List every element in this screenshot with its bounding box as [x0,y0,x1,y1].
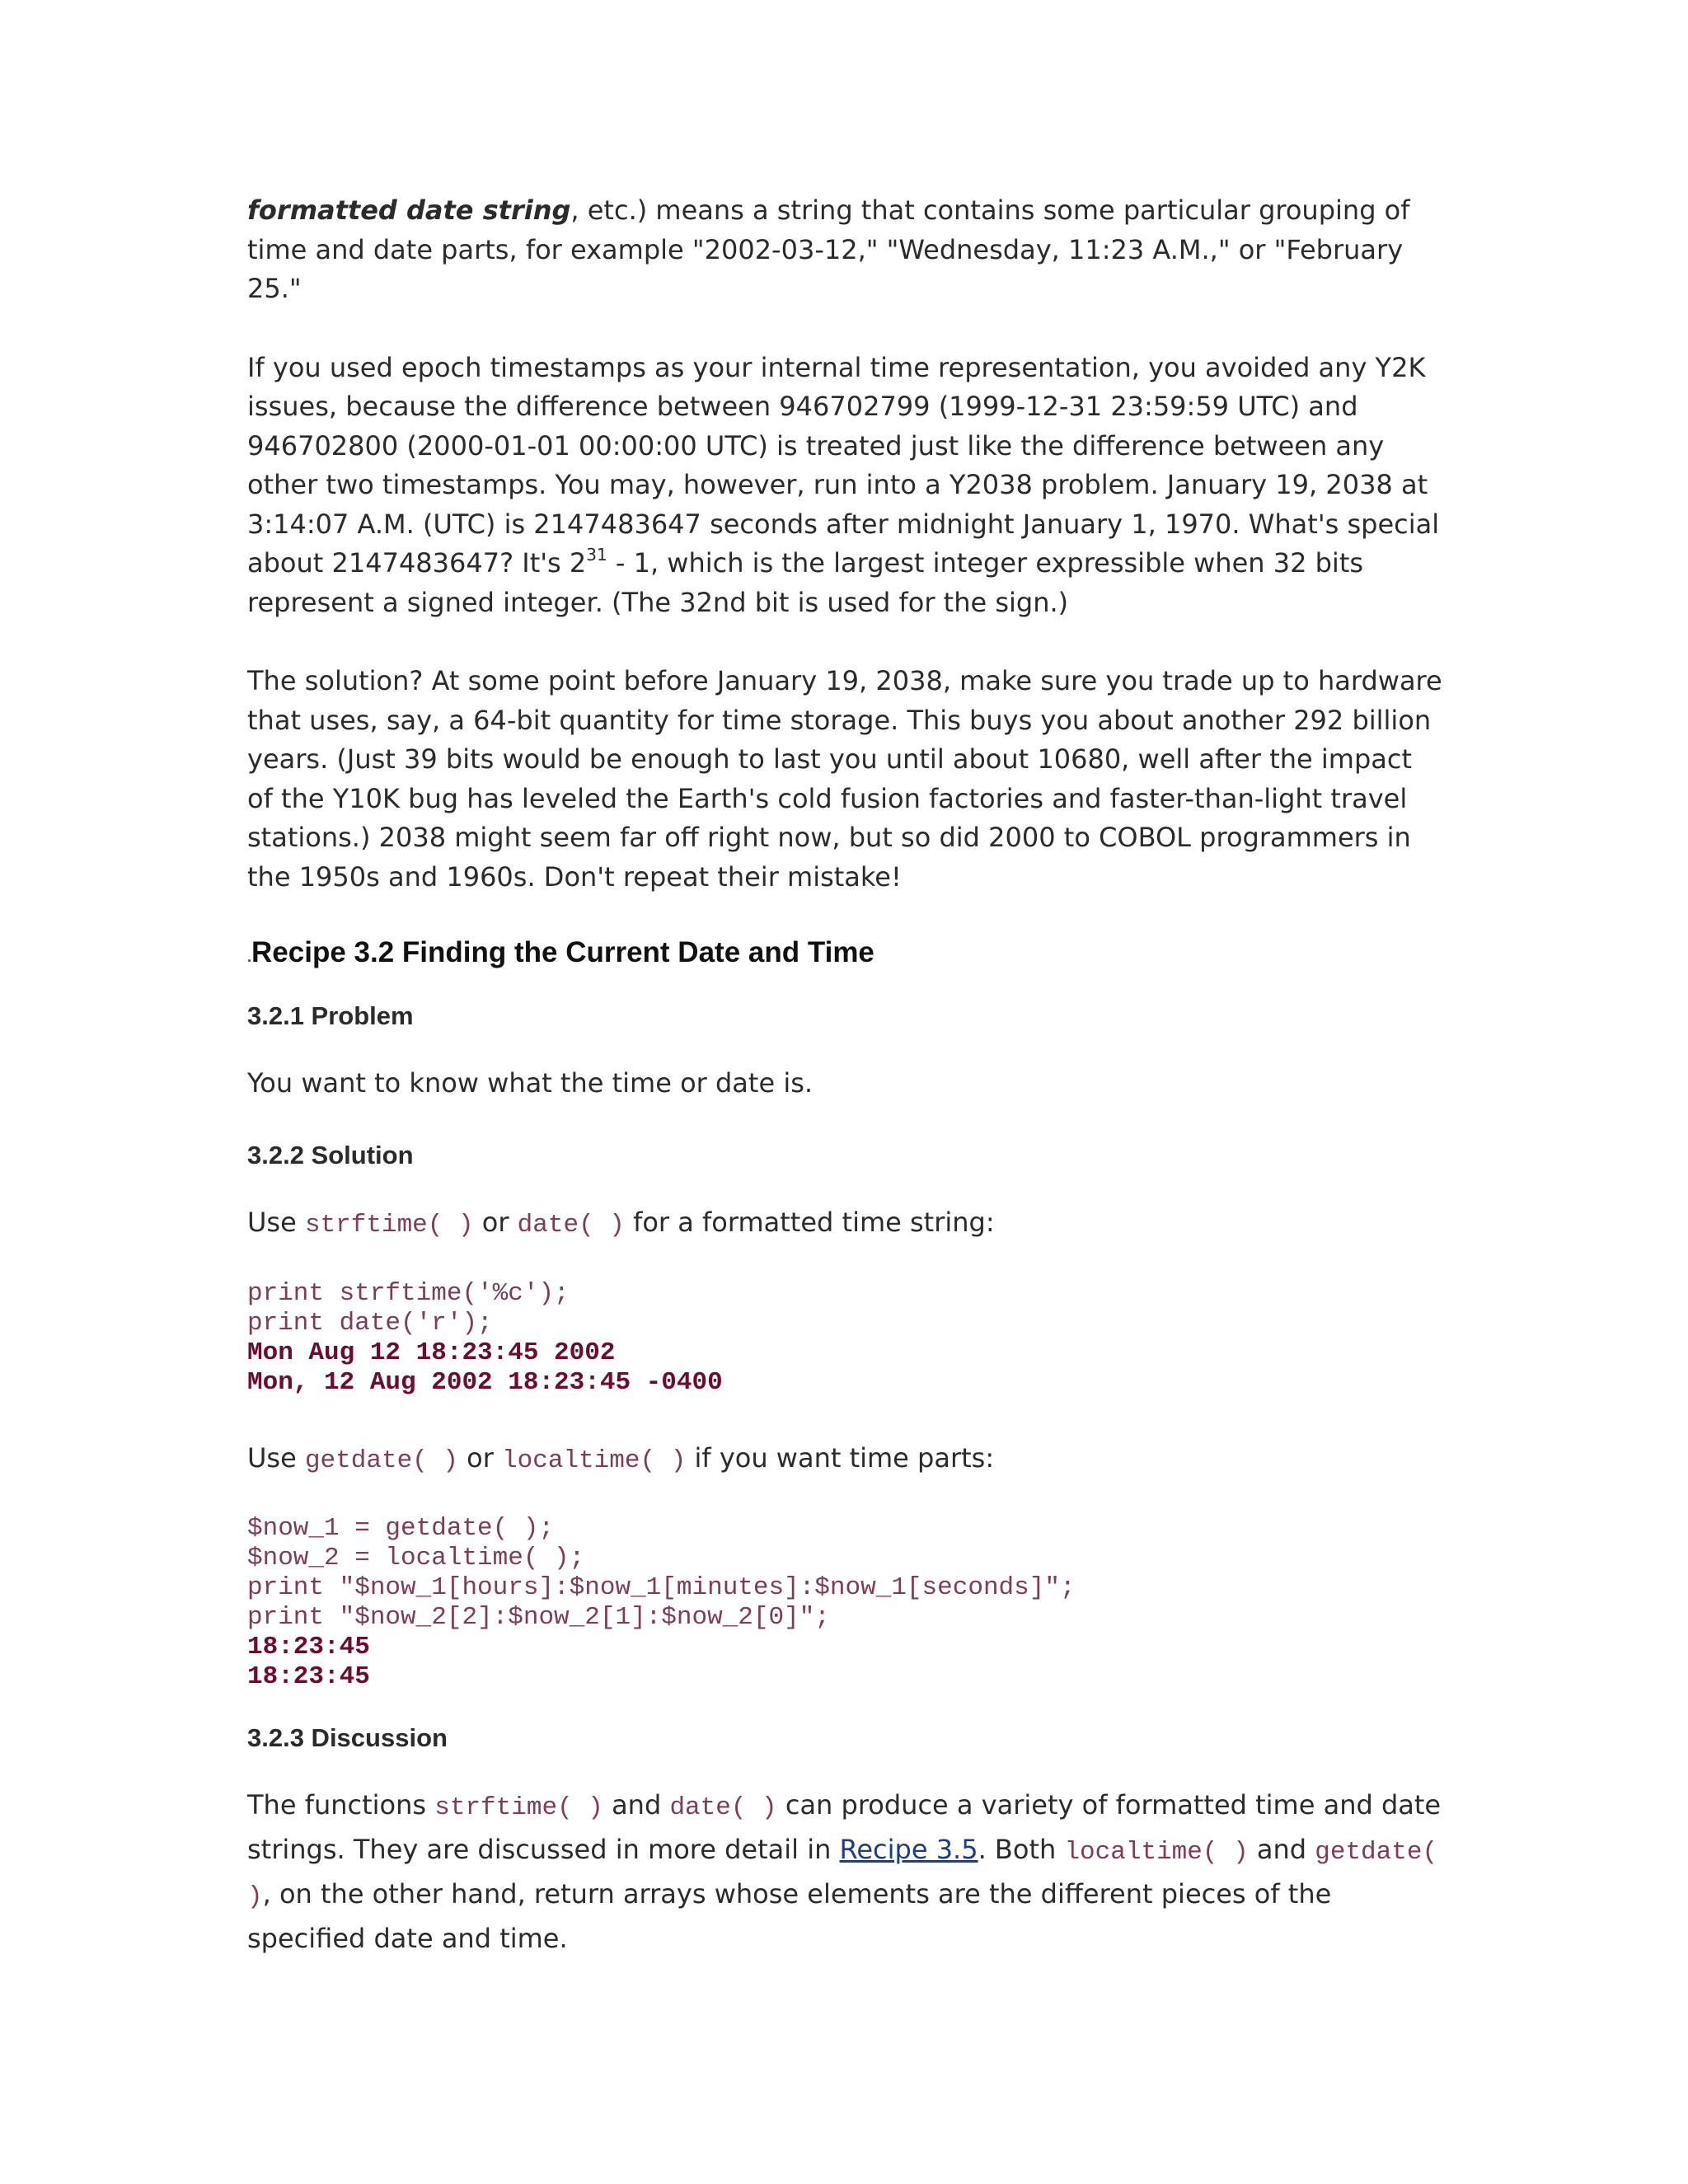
inline-code-strftime: strftime( ) [434,1793,603,1822]
code-block-2 [247,1514,1442,1692]
code-output-line: 18:23:45 [247,1661,370,1691]
recipe-3-5-link[interactable]: Recipe 3.5 [839,1833,978,1865]
recipe-title [247,935,1442,975]
code-line: $now_2 = localtime( ); [247,1543,585,1572]
document-page [247,191,1442,1960]
text-span: Use [247,1442,305,1474]
code-output-line: Mon, 12 Aug 2002 18:23:45 -0400 [247,1368,723,1397]
y2038-paragraph [247,349,1442,623]
code-line: print "$now_2[2]:$now_2[1]:$now_2[0]"; [247,1602,830,1632]
code-line: print "$now_1[hours]:$now_1[minutes]:$now_1[seconds]"; [247,1572,1076,1602]
solution-paragraph: The solution? At some point before January 19, 2038, make sure you trade up to hardware that uses, say, a 64-bit quantity for time storage. This buys you about another 292 billion years. (Just 39 bits would be enough to last you until about 10680, well after the impact of the Y10K bug has leveled the Earth's cold fusion factories and faster-than-light travel stations.) 2038 might seem far off right now, but so did 2000 to COBOL programmers in the 1950s and 1960s. Don't repeat their mistake! [247,665,1442,893]
anchor-dot: . [247,949,252,965]
code-output-line: 18:23:45 [247,1632,370,1661]
inline-code-date: date( ) [669,1793,777,1822]
text-span: and [603,1788,670,1821]
problem-text: You want to know what the time or date is. [247,1067,814,1099]
text-span: can produce a variety of formatted time and date strings. They are discussed in more detail in [247,1788,1442,1865]
inline-code-getdate: getdate( ) [304,1446,458,1475]
text-span: or [457,1442,503,1474]
problem-heading: 3.2.1 Problem [247,1001,414,1030]
code-block-1 [247,1279,1442,1398]
intro-paragraph [247,191,1442,309]
inline-code-date: date( ) [517,1210,625,1240]
text-span: Use [247,1206,305,1238]
y2038-text: If you used epoch timestamps as your internal time representation, you avoided any Y2K issues, because the difference between 946702799 (1999-12-31 23:59:59 UTC) and 946702800 (2000-01-01 00:00:00 UTC) is treated just like the difference between any other two timestamps. You may, however, run into a Y2038 problem. January 19, 2038 at 3:14:07 A.M. (UTC) is 2147483647 seconds after midnight January 1, 1970. What's special about 2147483647? It's 2 [247,351,1440,579]
recipe-title-text: Recipe 3.2 Finding the Current Date and Time [251,936,874,968]
code-line: print strftime('%c'); [247,1279,570,1308]
code-output-line: Mon Aug 12 18:23:45 2002 [247,1338,616,1367]
solution-intro-2 [247,1439,1442,1481]
solution-heading: 3.2.2 Solution [247,1140,414,1169]
text-span: or [473,1206,518,1238]
intro-text: , etc.) means a string that contains some particular grouping of time and date parts, for example "2002-03-12," "Wednesday, 11:23 A.M.," or "February 25." [247,194,1410,304]
code-line: $now_1 = getdate( ); [247,1513,555,1543]
discussion-heading: 3.2.3 Discussion [247,1722,448,1752]
inline-code-getdate: getdate( ) [247,1837,1438,1911]
code-line: print date('r'); [247,1309,493,1338]
text-span: , on the other hand, return arrays whose elements are the different pieces of the specified date and time. [247,1877,1332,1954]
exponent: 31 [586,545,607,565]
text-span: for a formatted time string: [624,1206,995,1238]
text-span: The functions [247,1788,435,1821]
inline-code-localtime: localtime( ) [1064,1837,1249,1867]
defined-term: formatted date string [247,194,571,226]
text-span: . Both [978,1833,1065,1865]
text-span: and [1248,1833,1315,1865]
discussion-paragraph [247,1784,1442,1960]
y2038-text-end: - 1, which is the largest integer expressible when 32 bits represent a signed integer. (The 32nd bit is used for the sign.) [247,547,1364,618]
inline-code-strftime: strftime( ) [304,1210,474,1240]
text-span: if you want time parts: [686,1442,995,1474]
solution-intro-1 [247,1203,1442,1245]
inline-code-localtime: localtime( ) [502,1446,687,1475]
